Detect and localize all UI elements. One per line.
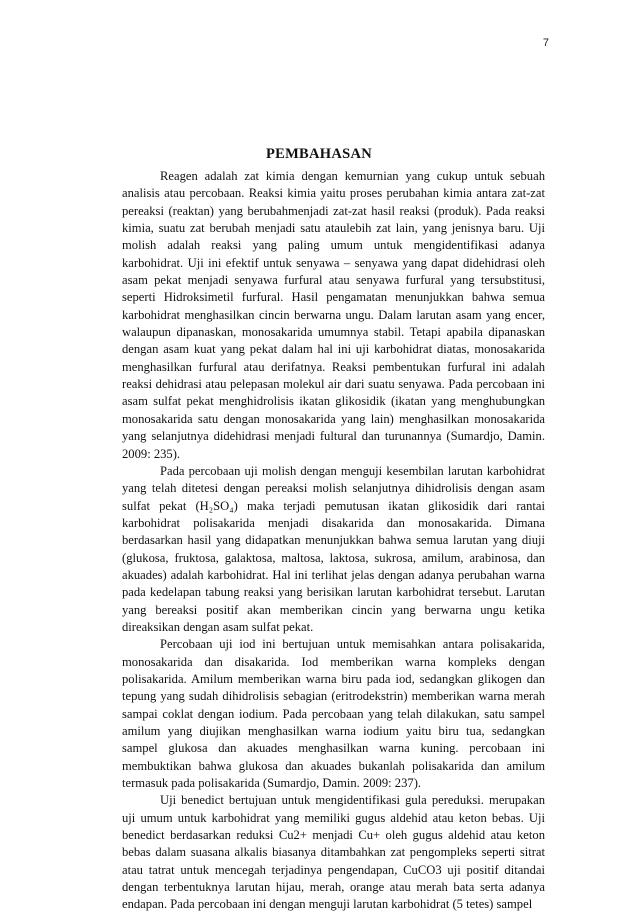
paragraph-uji-molish: Pada percobaan uji molish dengan menguji kesembilan larutan karbohidrat yang telah ditetesi dengan pereaksi molish selanjutnya dihidrolisis dengan asam sulfat pekat (H₂SO₄) maka terjadi pemutusan ikatan glikosidik dari rantai karbohidrat polisakarida menjadi disakarida dan monosakarida. Dimana berdasarkan hasil yang didapatkan menunjukkan bahwa semua larutan yang diuji (glukosa, fruktosa, galaktosa, maltosa, laktosa, sukrosa, amilum, arabinosa, dan akuades) adalah karbohidrat. Hal ini terlihat jelas dengan adanya perubahan warna pada kedelapan tabung reaksi yang berisikan larutan karbohidrat tersebut. Larutan yang bereaksi positif akan memberikan cincin yang berwarna ungu ketika direaksikan dengan asam sulfat pekat.	[122, 463, 545, 634]
paragraph-uji-iod: Percobaan uji iod ini bertujuan untuk memisahkan antara polisakarida, monosakarida dan disakarida. Iod memberikan warna kompleks dengan polisakarida. Amilum memberikan warna biru pada iod, sedangkan glikogen dan tepung yang sudah dihidrolisis sebagian (eritrodekstrin) memberikan warna merah sampai coklat dengan iodium. Pada percobaan yang telah dilakukan, satu sampel amilum yang diujikan menghasilkan warna iodium yaitu biru tua, sedangkan sampel glukosa dan akuades menghasilkan warna kuning. percobaan ini membuktikan bahwa glukosa dan akuades bukanlah polisakarida dan amilum termasuk pada polisakarida (Sumardjo, Damin. 2009: 237).	[122, 637, 545, 791]
paragraph-reagen: Reagen adalah zat kimia dengan kemurnian yang cukup untuk sebuah analisis atau percobaan. Reaksi kimia yaitu proses perubahan kimia antara zat-zat pereaksi (reaktan) yang berubahmenjadi zat-zat hasil reaksi (produk). Pada reaksi kimia, suatu zat berubah menjadi satu ataulebih zat lain, yang jenisnya baru. Uji molish adalah reaksi yang paling umum untuk mengidentifikasi adanya karbohidrat. Uji ini efektif untuk senyawa – senyawa yang dapat didehidrasi oleh asam pekat menjadi senyawa furfural atau senyawa furfural yang tersubstitusi, seperti Hidroksimetil furfural. Hasil pengamatan menunjukkan bahwa semua karbohidrat menghasilkan cincin berwarna ungu. Dalam larutan asam yang encer, walaupun dipanaskan, monosakarida umumnya stabil. Tetapi apabila dipanaskan dengan asam kuat yang pekat dalam hal ini uji karbohidrat diatas, monosakarida menghasilkan furfural atau derifatnya. Reaksi pembentukan furfural ini adalah reaksi dehidrasi atau pelepasan molekul air dari suatu senyawa. Pada percobaan ini asam sulfat pekat menghidrolisis ikatan glikosidik (ikatan yang menghubungkan monosakarida satu dengan monosakarida yang lain) menghasilkan monosakarida yang selanjutnya didehidrasi menjadi fultural dan turunannya (Sumardjo, Damin. 2009: 235).	[122, 169, 545, 461]
body-text	[122, 168, 545, 914]
page-title: PEMBAHASAN	[265, 146, 373, 162]
paragraph-uji-benedict: Uji benedict bertujuan untuk mengidentifikasi gula pereduksi. merupakan uji umum untuk karbohidrat yang memiliki gugus aldehid atau keton bebas. Uji benedict berdasarkan reduksi Cu2+ menjadi Cu+ oleh gugus aldehid atau keton bebas dalam suasana alkalis biasanya ditambahkan zat pengompleks seperti sitrat atau tatrat untuk mencegah terjadinya pengendapan, CuCO3 uji positif ditandai dengan terbentuknya larutan hijau, merah, orange atau merah bata serta adanya endapan. Pada percobaan ini dengan menguji larutan karbohidrat (5 tetes) sampel	[122, 793, 545, 912]
page-number: 7	[542, 37, 549, 49]
